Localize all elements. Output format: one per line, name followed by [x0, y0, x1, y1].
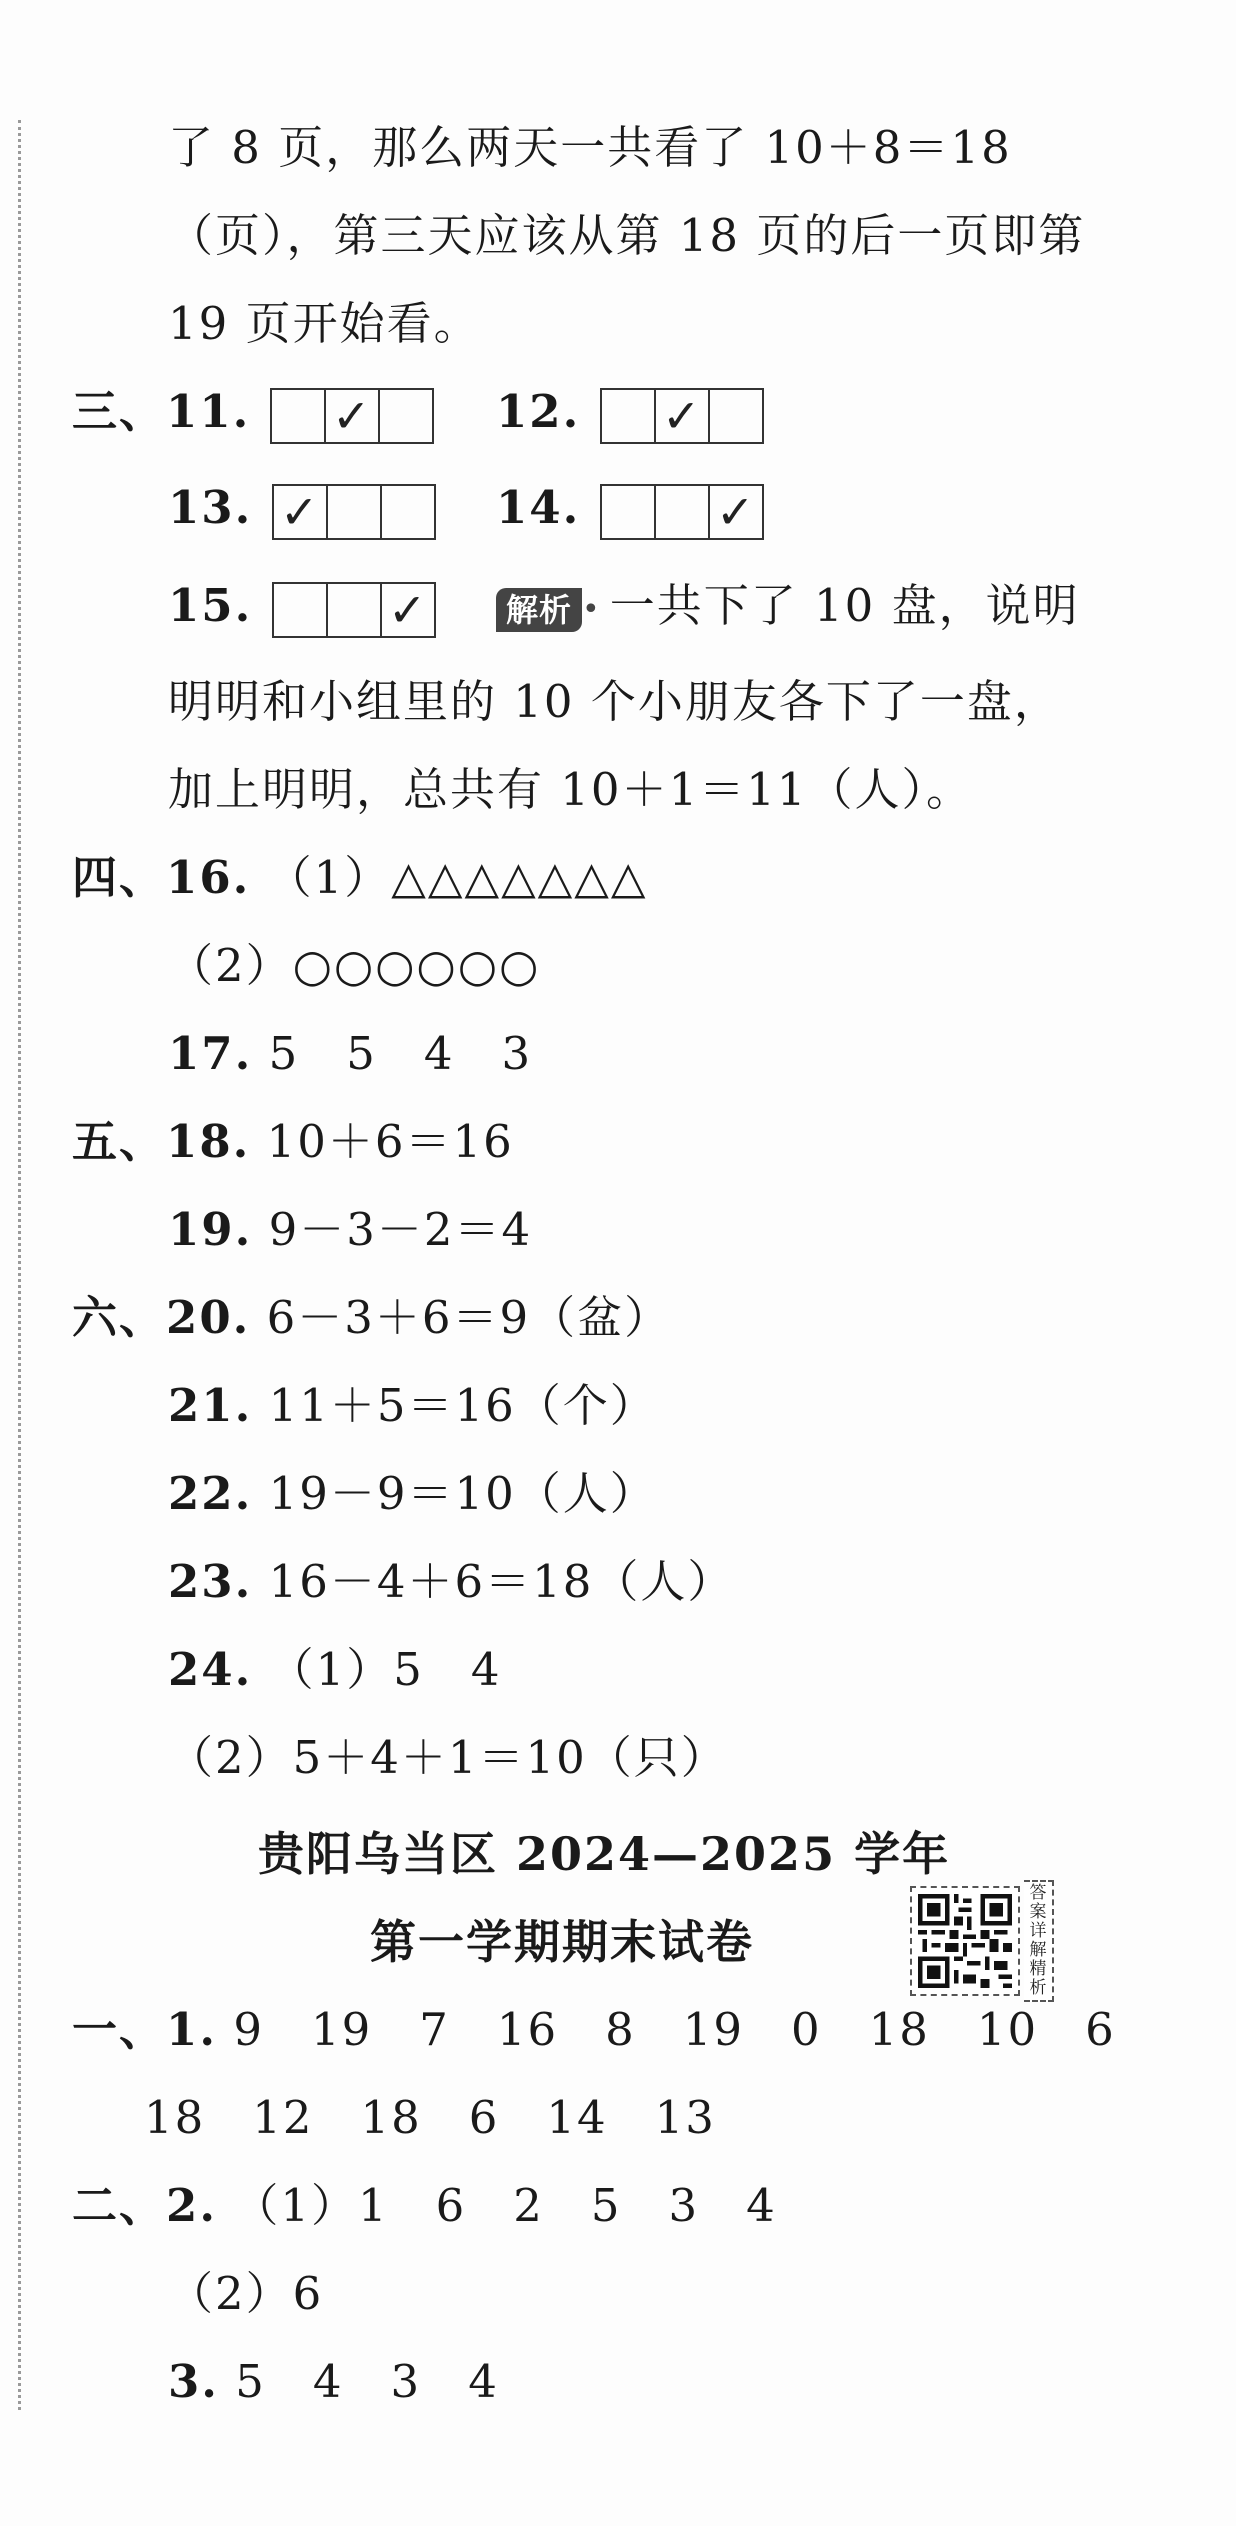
explanation-dot-icon: • — [582, 591, 602, 627]
answer-box: ✓ — [708, 484, 764, 540]
question-16-part-1: （1）△△△△△△△ — [266, 851, 648, 904]
question-15-row — [168, 576, 436, 638]
question-13-number: 13. — [168, 481, 253, 534]
answer-box — [654, 484, 710, 540]
explanation-tag: 解析 — [496, 588, 582, 632]
question-21-number: 21. — [168, 1379, 253, 1432]
question-15-boxes — [272, 582, 436, 638]
answer-box — [600, 484, 656, 540]
question-11-boxes — [270, 388, 434, 444]
question-24-part-1: （1）5 4 — [268, 1643, 502, 1696]
qr-code-label: 答案详解精析 — [1024, 1880, 1054, 2002]
question-12-boxes — [600, 388, 764, 444]
answer-box: ✓ — [380, 582, 436, 638]
answer-box — [600, 388, 656, 444]
exam-section-1-label: 一、 — [72, 2003, 167, 2056]
exam-question-2-part-1: （1）1 6 2 5 3 4 — [233, 2179, 777, 2232]
qr-code-icon[interactable] — [910, 1886, 1020, 1996]
answer-box: ✓ — [654, 388, 710, 444]
section-4-label: 四、 — [72, 851, 167, 904]
explanation-text-1: 一共下了 10 盘，说明 — [609, 579, 1080, 632]
continuation-line-2: （页），第三天应该从第 18 页的后一页即第 — [168, 209, 1086, 262]
question-20-number: 20. — [166, 1291, 251, 1344]
section-5-label: 五、 — [72, 1115, 167, 1168]
question-13-boxes — [272, 484, 436, 540]
answer-box — [270, 388, 326, 444]
question-18-answer: 10＋6＝16 — [266, 1115, 514, 1168]
exam-section-2-label: 二、 — [72, 2179, 167, 2232]
answer-box — [326, 582, 382, 638]
question-17-number: 17. — [168, 1027, 253, 1080]
continuation-line-1: 了 8 页，那么两天一共看了 10＋8＝18 — [168, 121, 1012, 174]
question-23-row — [168, 1552, 734, 1612]
section-6-label: 六、 — [72, 1291, 167, 1344]
question-16-part-2: （2）○○○○○○ — [168, 939, 541, 992]
question-23-answer: 16－4＋6＝18（人） — [268, 1555, 735, 1608]
question-17-answer: 5 5 4 3 — [268, 1027, 533, 1080]
question-18-row — [72, 1112, 514, 1172]
answer-box — [272, 582, 328, 638]
question-19-row — [168, 1200, 532, 1260]
question-11-number: 11. — [166, 385, 251, 438]
explanation-line-3: 加上明明，总共有 10＋1＝11（人）。 — [168, 763, 973, 816]
question-19-number: 19. — [168, 1203, 253, 1256]
exam-question-1-answers-1: 9 19 7 16 8 19 0 18 10 6 — [233, 2003, 1116, 2056]
question-24-number: 24. — [168, 1643, 253, 1696]
exam-question-1-answers-2: 18 12 18 6 14 13 — [144, 2091, 716, 2144]
question-17-row — [168, 1024, 532, 1084]
question-20-row — [72, 1288, 671, 1348]
answer-box: ✓ — [324, 388, 380, 444]
question-14-boxes — [600, 484, 764, 540]
question-22-number: 22. — [168, 1467, 253, 1520]
question-14-number: 14. — [496, 481, 581, 534]
answer-box — [326, 484, 382, 540]
question-22-row — [168, 1464, 657, 1524]
question-20-answer: 6－3＋6＝9（盆） — [266, 1291, 672, 1344]
question-19-answer: 9－3－2＝4 — [268, 1203, 533, 1256]
exam-title-line-1: 贵阳乌当区 2024—2025 学年 — [258, 1827, 951, 1881]
question-24-row — [168, 1640, 502, 1700]
question-21-answer: 11＋5＝16（个） — [268, 1379, 657, 1432]
exam-question-3-row — [168, 2352, 499, 2412]
question-22-answer: 19－9＝10（人） — [268, 1467, 657, 1520]
exam-question-3-answer: 5 4 3 4 — [235, 2355, 499, 2408]
question-21-row — [168, 1376, 657, 1436]
exam-question-2-row-1 — [72, 2176, 777, 2236]
question-15-number: 15. — [168, 579, 253, 632]
answer-box: ✓ — [272, 484, 328, 540]
answer-box — [708, 388, 764, 444]
question-23-number: 23. — [168, 1555, 253, 1608]
question-16-row — [72, 848, 648, 908]
exam-question-2-part-2: （2）6 — [168, 2267, 324, 2320]
answer-box — [380, 484, 436, 540]
question-12-number: 12. — [496, 385, 581, 438]
exam-question-1-number: 1. — [166, 2003, 217, 2056]
qr-code-block[interactable] — [910, 1880, 1060, 2002]
answer-box — [378, 388, 434, 444]
question-13-row — [168, 478, 436, 540]
question-16-number: 16. — [166, 851, 251, 904]
question-18-number: 18. — [166, 1115, 251, 1168]
explanation-line-2: 明明和小组里的 10 个小朋友各下了一盘， — [168, 675, 1061, 728]
question-14-row — [496, 478, 764, 540]
exam-question-1-row-1 — [72, 2000, 1116, 2060]
section-3-label: 三、 — [72, 385, 167, 438]
explanation-line-1 — [496, 576, 1080, 640]
exam-question-2-number: 2. — [166, 2179, 217, 2232]
question-12-row — [496, 382, 764, 444]
question-11-row — [72, 382, 434, 444]
exam-title-line-2: 第一学期期末试卷 — [370, 1915, 754, 1969]
continuation-line-3: 19 页开始看。 — [168, 297, 481, 350]
exam-question-3-number: 3. — [168, 2355, 219, 2408]
question-24-part-2: （2）5＋4＋1＝10（只） — [168, 1731, 728, 1784]
